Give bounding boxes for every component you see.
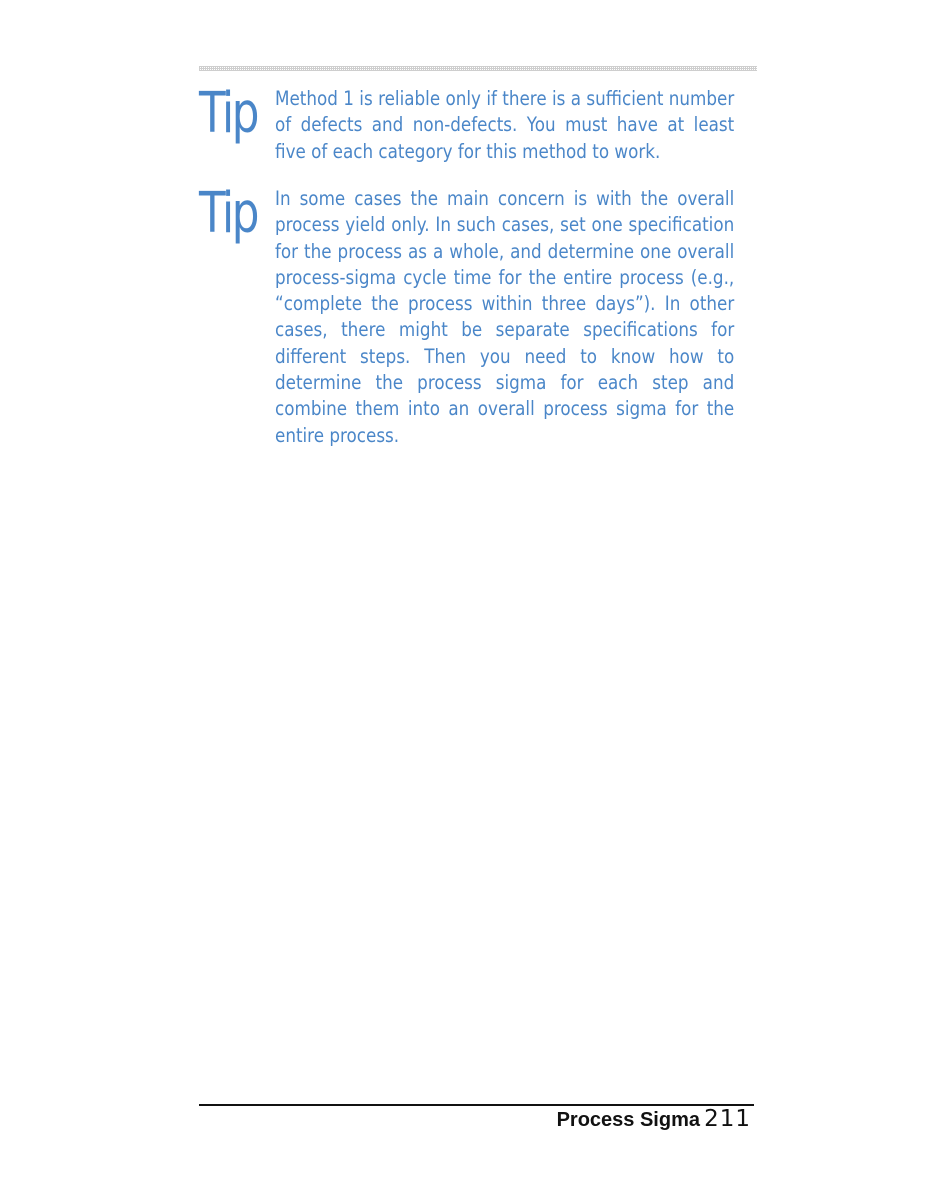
tip-label: Tip bbox=[199, 181, 258, 246]
footer-rule bbox=[199, 1104, 754, 1106]
tip-text: Method 1 is reliable only if there is a sufficient number of defects and non-defects. You must have at least five of each category for this method to work. bbox=[275, 87, 735, 163]
footer-section-title: Process Sigma bbox=[556, 1109, 700, 1131]
top-dotted-rule bbox=[199, 66, 757, 71]
tip-text: In some cases the main concern is with the overall process yield only. In such cases, set one specification for the process as a whole, and determine one overall process-sigma cycle time for the entire process (e.g., “complete the process within three days”). In other cases, there might be separate specifications for different steps. Then you need to know how to determine the process sigma for each step and combine them into an overall process sigma for the entire process. bbox=[275, 187, 735, 447]
tip-label: Tip bbox=[199, 81, 258, 146]
page-number: 211 bbox=[704, 1106, 751, 1132]
